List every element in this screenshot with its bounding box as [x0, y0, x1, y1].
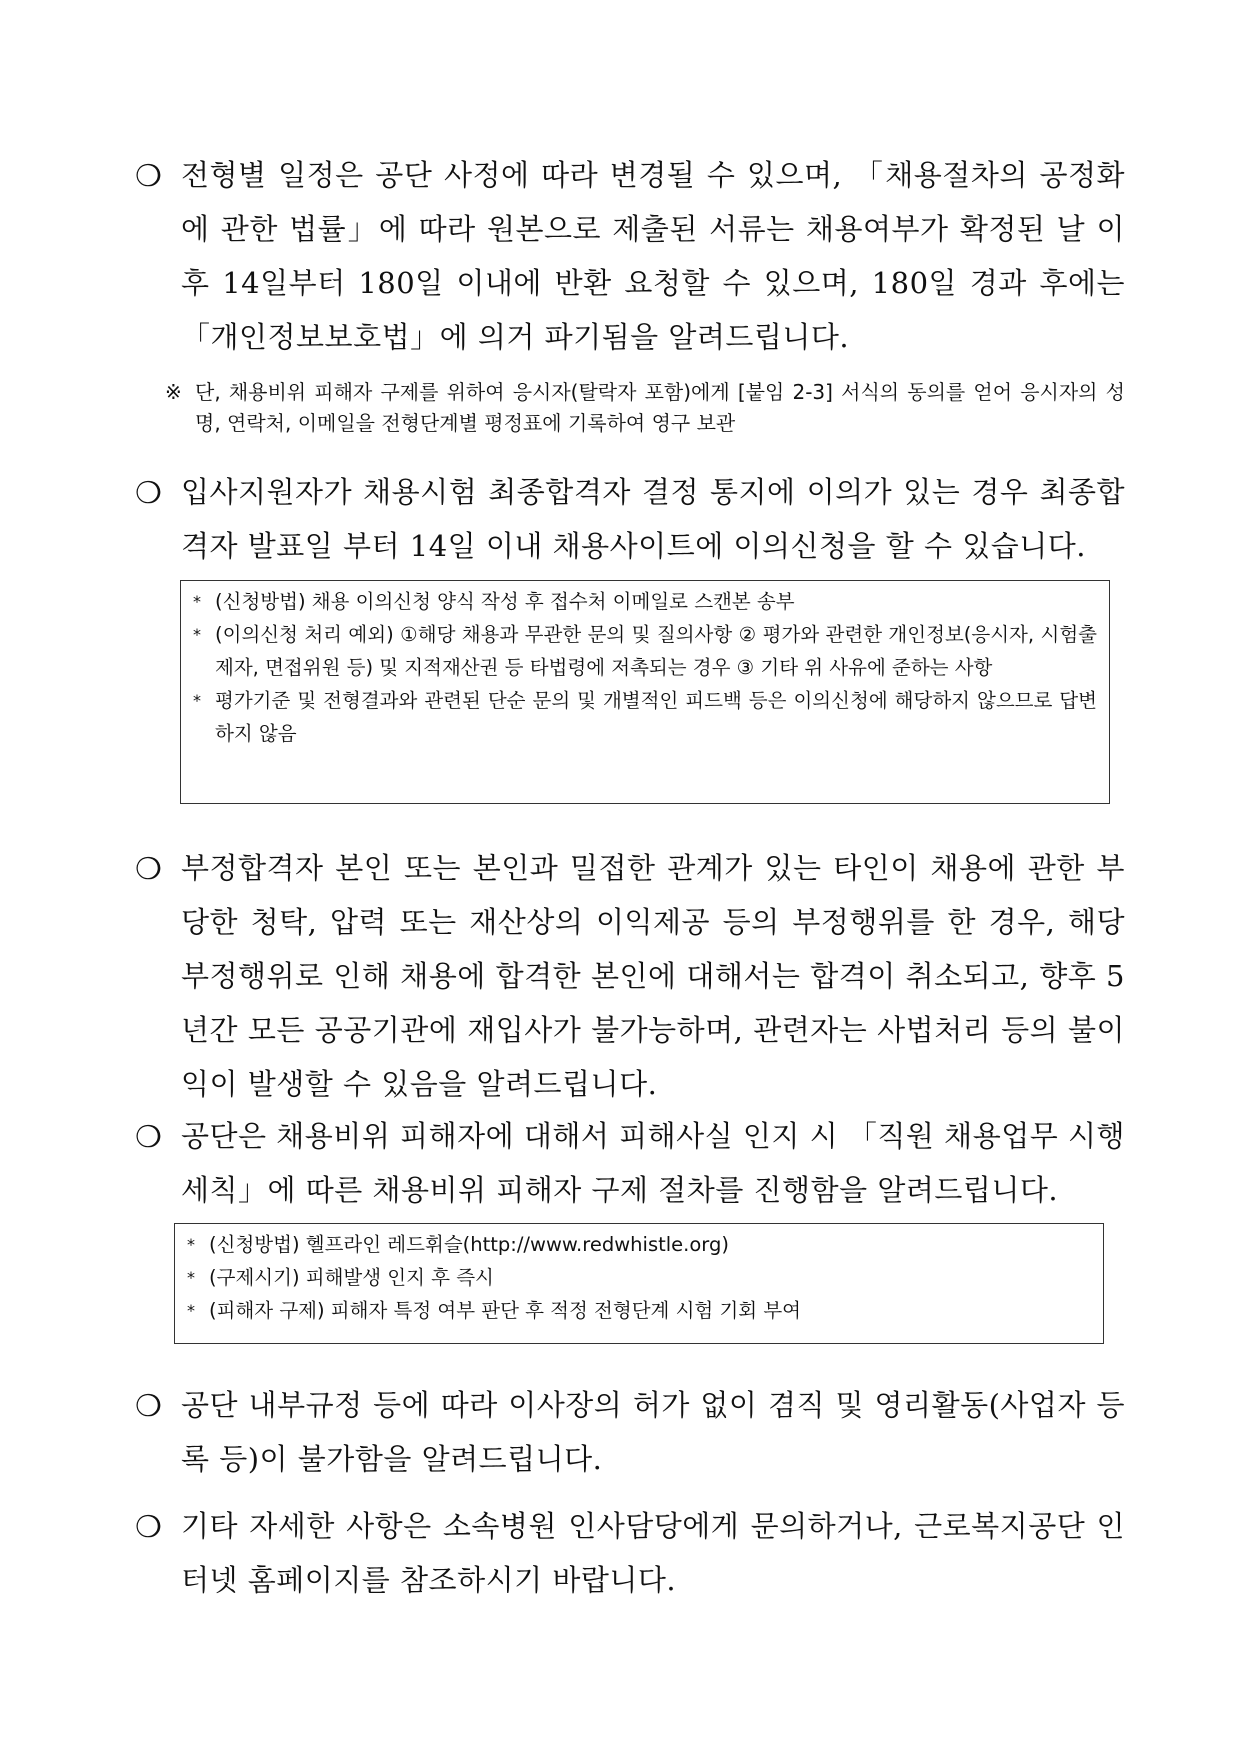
relief-info-box — [174, 1223, 1104, 1344]
paragraph-text: 기타 자세한 사항은 소속병원 인사담당에게 문의하거나, 근로복지공단 인터넷 홈페이지를 참조하시기 바랍니다. — [181, 1509, 1125, 1597]
box-item-text: (신청방법) 헬프라인 레드휘슬(http://www.redwhistle.org) — [209, 1233, 729, 1256]
box-item — [191, 585, 1097, 618]
box-item-text: 평가기준 및 전형결과와 관련된 단순 문의 및 개별적인 피드백 등은 이의신청에 해당하지 않으므로 답변하지 않음 — [215, 689, 1097, 745]
paragraph-inquiry — [135, 1499, 1125, 1607]
box-item-text: (신청방법) 채용 이의신청 양식 작성 후 접수처 이메일로 스캔본 송부 — [215, 590, 795, 613]
box-item — [185, 1228, 1091, 1261]
circle-bullet-icon: ❍ — [135, 852, 162, 887]
paragraph-text: 공단 내부규정 등에 따라 이사장의 허가 없이 겸직 및 영리활동(사업자 등록 등)이 불가함을 알려드립니다. — [181, 1388, 1125, 1476]
reference-mark-icon: ※ — [165, 380, 182, 404]
paragraph-text: 부정합격자 본인 또는 본인과 밀접한 관계가 있는 타인이 채용에 관한 부당한 청탁, 압력 또는 재산상의 이익제공 등의 부정행위를 한 경우, 해당 부정행위로 인해 채용에 합격한 본인에 대해서는 합격이 취소되고, 향후 5년간 모든 공공기관에 재입사가 불가능하며, 관련자는 사법처리 등의 불이익이 발생할 수 있음을 알려드립니다. — [181, 851, 1125, 1101]
box-item-text: (피해자 구제) 피해자 특정 여부 판단 후 적정 전형단계 시험 기회 부여 — [209, 1299, 801, 1322]
circle-bullet-icon: ❍ — [135, 1120, 162, 1155]
asterisk-icon: * — [193, 691, 201, 710]
note-retention — [165, 377, 1125, 439]
circle-bullet-icon: ❍ — [135, 1510, 162, 1545]
paragraph-text: 입사지원자가 채용시험 최종합격자 결정 통지에 이의가 있는 경우 최종합격자 발표일 부터 14일 이내 채용사이트에 이의신청을 할 수 있습니다. — [181, 475, 1125, 563]
circle-bullet-icon: ❍ — [135, 159, 162, 194]
asterisk-icon: * — [187, 1301, 195, 1320]
asterisk-icon: * — [187, 1235, 195, 1254]
box-item — [185, 1294, 1091, 1327]
box-item-text: (구제시기) 피해발생 인지 후 즉시 — [209, 1266, 494, 1289]
note-text: 단, 채용비위 피해자 구제를 위하여 응시자(탈락자 포함)에게 [붙임 2-3] 서식의 동의를 얻어 응시자의 성명, 연락처, 이메일을 전형단계별 평정표에 기록하여 영구 보관 — [195, 380, 1125, 435]
paragraph-misconduct — [135, 841, 1125, 1111]
asterisk-icon: * — [193, 625, 201, 644]
paragraph-text: 공단은 채용비위 피해자에 대해서 피해사실 인지 시 「직원 채용업무 시행세칙」에 따른 채용비위 피해자 구제 절차를 진행함을 알려드립니다. — [181, 1119, 1125, 1207]
objection-info-box — [180, 580, 1110, 804]
asterisk-icon: * — [193, 592, 201, 611]
paragraph-objection — [135, 465, 1125, 573]
box-item-text: (이의신청 처리 예외) ①해당 채용과 무관한 문의 및 질의사항 ② 평가와 관련한 개인정보(응시자, 시험출제자, 면접위원 등) 및 지적재산권 등 타법령에 저촉되는 경우 ③ 기타 위 사유에 준하는 사항 — [215, 623, 1097, 679]
box-item — [185, 1261, 1091, 1294]
box-item — [191, 618, 1097, 684]
paragraph-side-job — [135, 1378, 1125, 1486]
paragraph-text: 전형별 일정은 공단 사정에 따라 변경될 수 있으며, 「채용절차의 공정화에 관한 법률」에 따라 원본으로 제출된 서류는 채용여부가 확정된 날 이후 14일부터 180일 이내에 반환 요청할 수 있으며, 180일 경과 후에는 「개인정보보호법」에 의거 파기됨을 알려드립니다. — [181, 158, 1125, 354]
circle-bullet-icon: ❍ — [135, 1389, 162, 1424]
paragraph-schedule — [135, 148, 1125, 364]
asterisk-icon: * — [187, 1268, 195, 1287]
box-item — [191, 684, 1097, 750]
paragraph-victim-relief — [135, 1109, 1125, 1217]
circle-bullet-icon: ❍ — [135, 476, 162, 511]
